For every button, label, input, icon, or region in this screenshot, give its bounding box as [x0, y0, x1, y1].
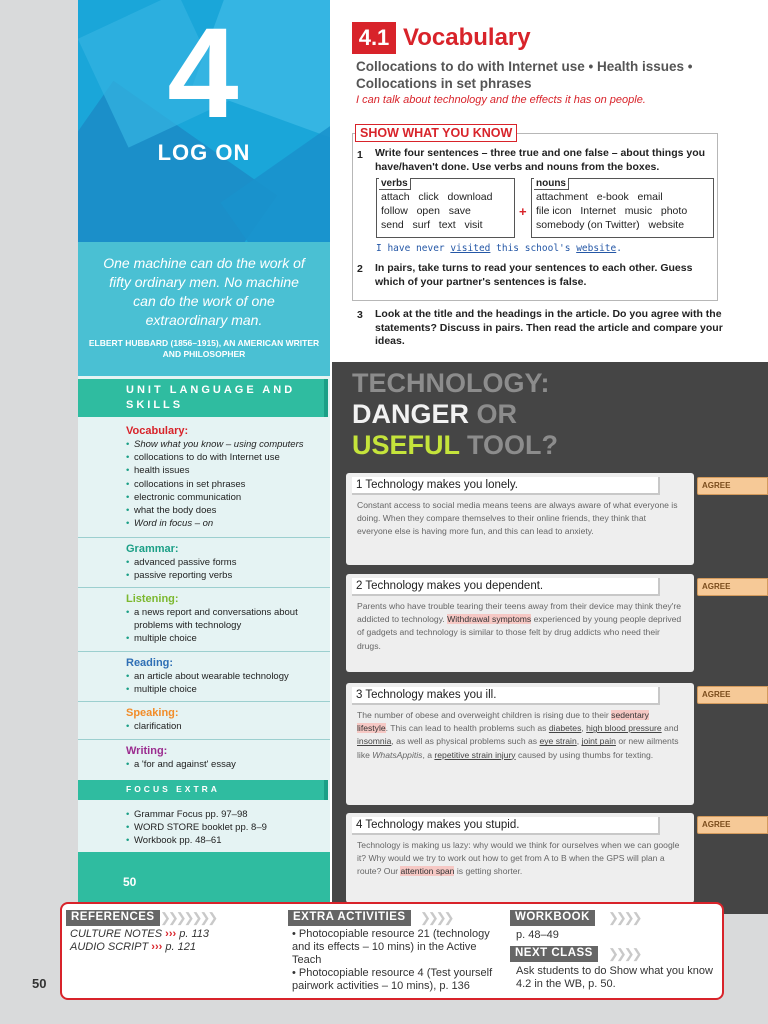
quote-author: ELBERT HUBBARD (1856–1915), AN AMERICAN WRITER AND PHILOSOPHER [88, 338, 320, 359]
verbs-box [376, 178, 515, 238]
exercise-2-text: In pairs, take turns to read your sentences to each other. Guess which of your partner's sentences is false. [375, 262, 693, 288]
workbook-pages: p. 48–49 [516, 929, 559, 941]
article-card [346, 473, 694, 565]
section-list [126, 606, 326, 646]
focus-extra-list [126, 808, 326, 848]
article-title: TECHNOLOGY: DANGER OR USEFUL TOOL? [352, 368, 559, 460]
verbs-label: verbs [379, 178, 411, 190]
article-card [346, 813, 694, 903]
section-list [126, 758, 326, 771]
list-item: • collocations in set phrases [126, 478, 326, 491]
list-item: • advanced passive forms [126, 556, 326, 569]
quote-text: One machine can do the work of fifty ordinary men. No machine can do the work of one extraordinary man. [103, 255, 305, 328]
section-list [126, 556, 326, 582]
nouns-box [531, 178, 714, 238]
quote-box [78, 242, 330, 376]
unit-language-header [78, 379, 328, 417]
chevron-right-icon: ❯❯❯❯❯❯❯ [160, 910, 216, 925]
unit-title: LOG ON [157, 140, 251, 165]
example-sentence: I have never visited this school's website. [376, 243, 622, 254]
references-label: REFERENCES [66, 910, 160, 926]
list-item: • WORD STORE booklet pp. 8–9 [126, 821, 326, 834]
list-item: • an article about wearable technology [126, 670, 326, 683]
show-what-you-know-title: SHOW WHAT YOU KNOW [355, 124, 517, 142]
chevron-right-icon: ❯❯❯❯ [608, 946, 640, 961]
chevron-right-icon: ❯❯❯❯ [420, 910, 452, 925]
unit-number: 4 [167, 2, 239, 145]
section-reading [78, 652, 330, 702]
verbs-line: attach click download [381, 191, 493, 203]
sidebar-footer [78, 852, 330, 904]
section-title: Grammar: [126, 543, 179, 555]
next-class-label: NEXT CLASS [510, 946, 598, 962]
section-speaking [78, 702, 330, 740]
section-writing [78, 740, 330, 780]
list-item: • Show what you know – using computers [126, 438, 326, 451]
list-item: • multiple choice [126, 683, 326, 696]
card-heading: 3 Technology makes you ill. [352, 687, 660, 705]
section-list [126, 438, 326, 530]
section-title: Writing: [126, 745, 168, 757]
exercise-1-text: Write four sentences – three true and one false – about things you have/haven't done. Use verbs and nouns from the boxes. [375, 147, 706, 173]
agree-tab[interactable]: AGREE [697, 816, 768, 834]
next-class-text: Ask students to do Show what you know 4.2 in the WB, p. 50. [516, 965, 713, 990]
teacher-notes-panel [60, 902, 724, 1000]
agree-tab[interactable]: AGREE [697, 686, 768, 704]
article-card [346, 574, 694, 672]
section-listening [78, 588, 330, 652]
verbs-line: send surf text visit [381, 219, 483, 231]
exercise-number: 2 [357, 263, 363, 275]
list-item: • passive reporting verbs [126, 569, 326, 582]
section-vocabulary [78, 417, 330, 538]
agree-tab[interactable]: AGREE [697, 578, 768, 596]
workbook-label: WORKBOOK [510, 910, 595, 926]
page-number: 50 [32, 976, 47, 991]
plus-icon: + [519, 204, 527, 219]
nouns-label: nouns [534, 178, 569, 190]
list-item: • a news report and conversations about problems with technology [126, 606, 326, 632]
exercise-number: 1 [357, 149, 363, 161]
extra-activity-2: • Photocopiable resource 4 (Test yourself pairwork activities – 10 mins), p. 136 [292, 967, 493, 992]
extra-activity-1: • Photocopiable resource 21 (technology and its effects – 10 mins) in the Active Teach [292, 928, 490, 966]
extra-activities-label: EXTRA ACTIVITIES [288, 910, 411, 926]
focus-extra-title: FOCUS EXTRA [126, 784, 220, 794]
sidebar-page-number: 50 [123, 875, 137, 889]
section-title: Listening: [126, 593, 179, 605]
exercise-3-text: Look at the title and the headings in the article. Do you agree with the statements? Discuss in pairs. Then read the article and compare your ideas. [375, 308, 723, 347]
list-item: • collocations to do with Internet use [126, 451, 326, 464]
unit-language-title: UNIT LANGUAGE AND SKILLS [126, 384, 296, 411]
card-text: The number of obese and overweight children is rising due to their sedentary lifestyle. This can lead to health problems such as diabetes, high blood pressure and insomnia, as well as physical problems such as eye strain, joint pain or new ailments like WhatsAppitis, a repetitive strain injury caused by using thumbs for texting. [357, 710, 679, 760]
unit-sidebar [78, 0, 330, 904]
card-text: Technology is making us lazy: why would we think for ourselves when we can google it? Why would we try to work out how to get from A to B when the GPS will plan a route? Our attention span is getting shorter. [357, 840, 680, 877]
list-item: • multiple choice [126, 632, 326, 645]
list-item: • Word in focus – on [126, 517, 326, 530]
card-heading: 4 Technology makes you stupid. [352, 817, 660, 835]
section-list [126, 670, 326, 696]
agree-tab[interactable]: AGREE [697, 477, 768, 495]
section-title: Speaking: [126, 707, 179, 719]
nouns-line: somebody (on Twitter) website [536, 219, 685, 231]
audio-script-ref[interactable]: AUDIO SCRIPT ››› p. 121 [70, 941, 196, 953]
can-do-statement: I can talk about technology and the effects it has on people. [356, 94, 646, 106]
lesson-number: 4.1 [352, 22, 396, 54]
focus-extra-header [78, 780, 328, 800]
list-item: • clarification [126, 720, 326, 733]
lesson-title: Vocabulary [403, 24, 531, 51]
card-heading: 2 Technology makes you dependent. [352, 578, 660, 596]
list-item: • Grammar Focus pp. 97–98 [126, 808, 326, 821]
lesson-subtitle: Collocations to do with Internet use • Health issues • Collocations in set phrases [356, 59, 693, 91]
exercise-number: 3 [357, 309, 363, 321]
section-list [126, 720, 326, 733]
nouns-line: file icon Internet music photo [536, 205, 688, 217]
list-item: • Workbook pp. 48–61 [126, 834, 326, 847]
list-item: • what the body does [126, 504, 326, 517]
section-title: Reading: [126, 657, 174, 669]
card-text: Constant access to social media means teens are always aware of what everyone is doing. When they compare themselves to their online friends, they think that everyone else is having more fun, and this can lead to anxiety. [357, 500, 678, 537]
article-card [346, 683, 694, 805]
card-text: Parents who have trouble tearing their teens away from their device may think they're addicted to technology. Withdrawal symptoms experienced by young people deprived of gadgets and technology is similar to those felt by drug addicts who need their drugs. [357, 601, 682, 651]
card-heading: 1 Technology makes you lonely. [352, 477, 660, 495]
list-item: • a 'for and against' essay [126, 758, 326, 771]
culture-notes-ref[interactable]: CULTURE NOTES ››› p. 113 [70, 928, 209, 940]
section-grammar [78, 538, 330, 588]
list-item: • health issues [126, 464, 326, 477]
unit-hero [78, 0, 330, 242]
verbs-line: follow open save [381, 205, 471, 217]
section-title: Vocabulary: [126, 425, 189, 437]
chevron-right-icon: ❯❯❯❯ [608, 910, 640, 925]
list-item: • electronic communication [126, 491, 326, 504]
nouns-line: attachment e-book email [536, 191, 663, 203]
